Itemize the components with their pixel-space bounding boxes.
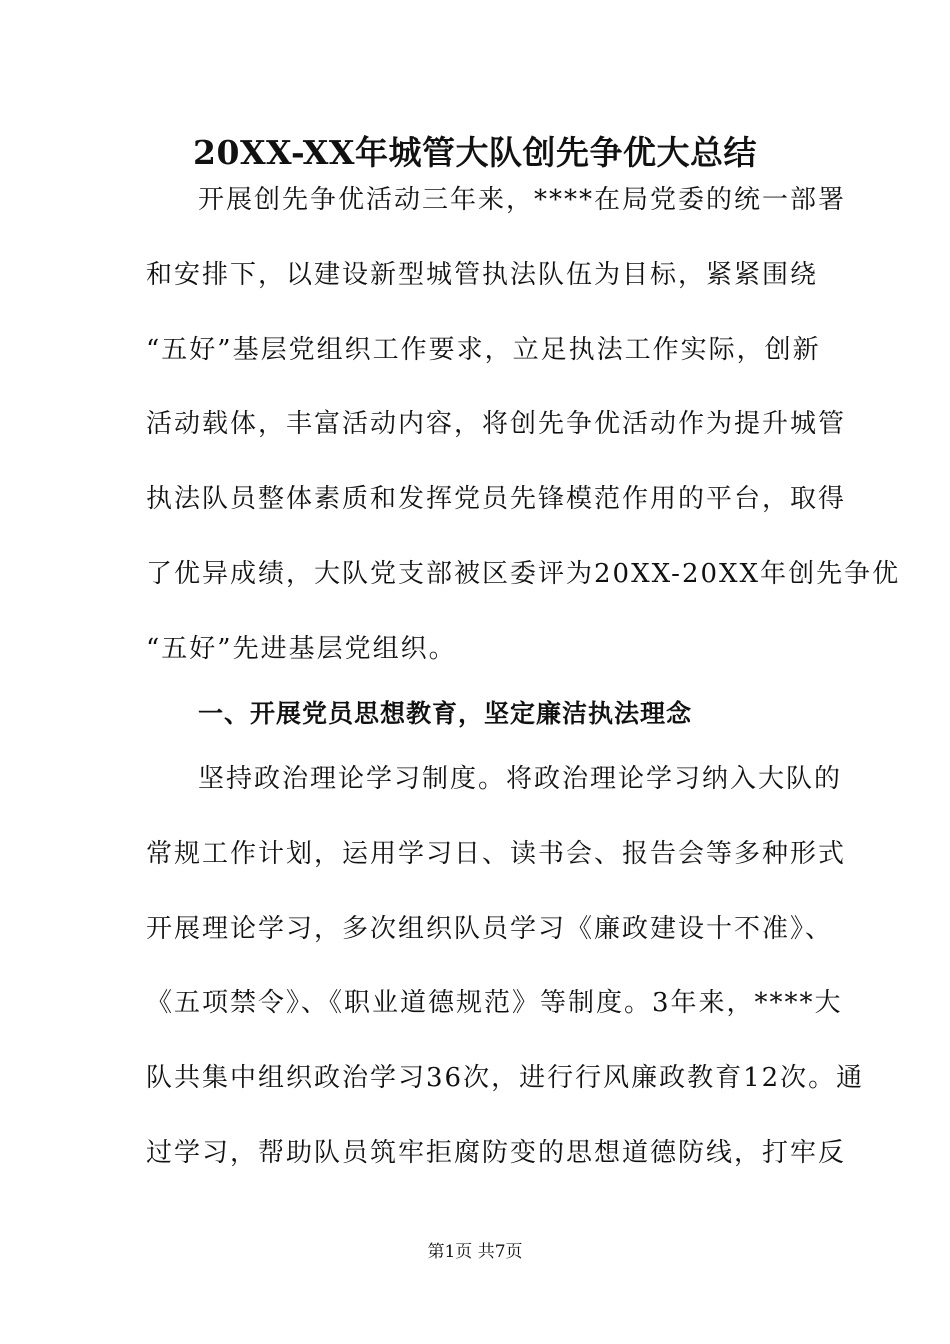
paragraph-line: “五好”先进基层党组织。 [146,634,457,664]
paragraph-line: 《五项禁令》、《职业道德规范》等制度。3年来，****大 [146,988,843,1018]
paragraph-line: 和安排下，以建设新型城管执法队伍为目标，紧紧围绕 [146,260,819,290]
paragraph-line: “五好”基层党组织工作要求，立足执法工作实际，创新 [146,335,821,365]
paragraph-line: 开展创先争优活动三年来，****在局党委的统一部署 [198,185,847,215]
paragraph-line: 活动载体，丰富活动内容，将创先争优活动作为提升城管 [146,409,847,439]
paragraph-line: 常规工作计划，运用学习日、读书会、报告会等多种形式 [146,839,847,869]
paragraph-line: 了优异成绩，大队党支部被区委评为20XX-20XX年创先争优 [146,559,901,589]
paragraph-line: 过学习，帮助队员筑牢拒腐防变的思想道德防线，打牢反 [146,1138,847,1168]
document-title: 20XX-XX年城管大队创先争优大总结 [193,133,757,172]
section-heading: 一、开展党员思想教育，坚定廉洁执法理念 [198,699,693,728]
paragraph-line: 队共集中组织政治学习36次，进行行风廉政教育12次。通 [146,1063,865,1093]
page-footer: 第1页 共7页 [427,1242,523,1262]
paragraph-line: 坚持政治理论学习制度。将政治理论学习纳入大队的 [198,764,843,794]
paragraph-line: 执法队员整体素质和发挥党员先锋模范作用的平台，取得 [146,484,847,514]
paragraph-line: 开展理论学习，多次组织队员学习《廉政建设十不准》、 [146,914,834,944]
